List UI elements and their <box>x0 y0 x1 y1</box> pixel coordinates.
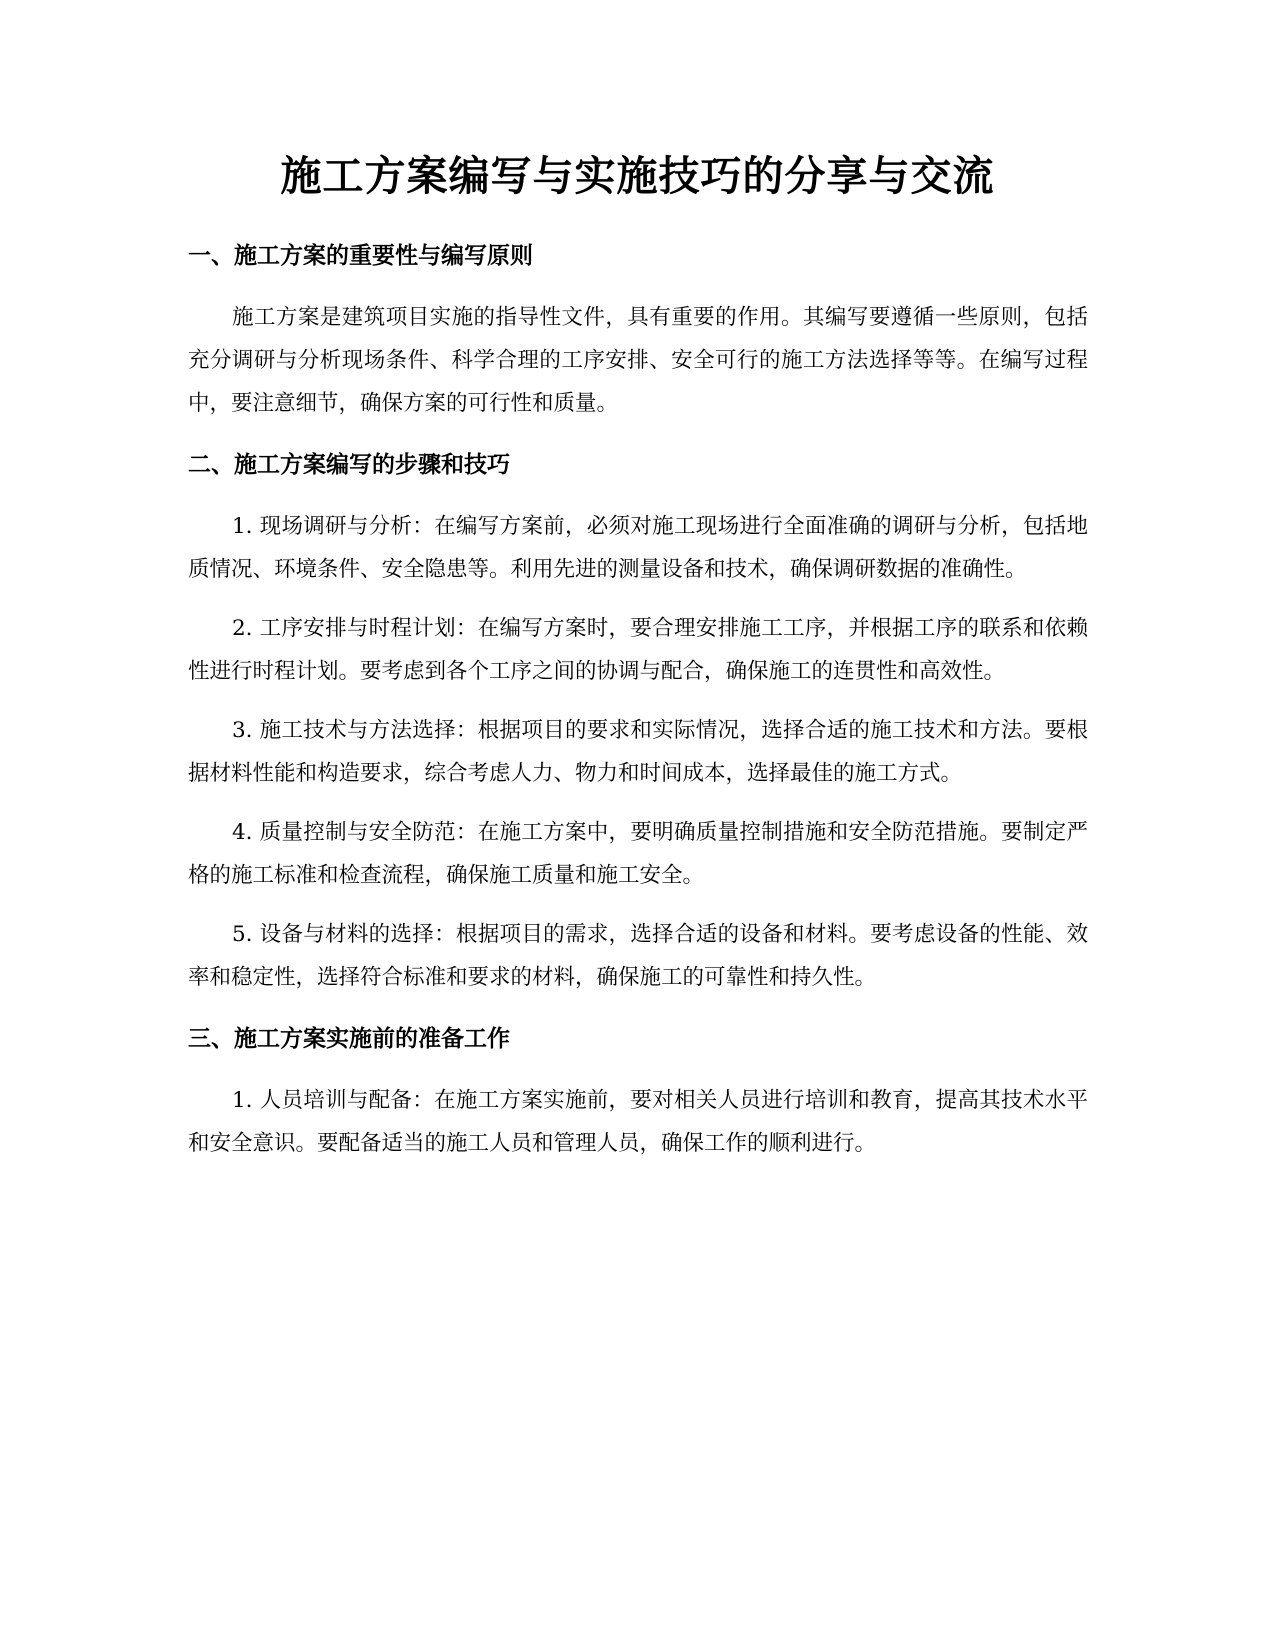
section-heading: 三、施工方案实施前的准备工作 <box>188 1026 510 1052</box>
paragraph: 4. 质量控制与安全防范：在施工方案中，要明确质量控制措施和安全防范措施。要制定严格的施工标准和检查流程，确保施工质量和施工安全。 <box>188 820 1088 888</box>
section-preparation <box>188 1021 1088 1165</box>
paragraph: 2. 工序安排与时程计划：在编写方案时，要合理安排施工工序，并根据工序的联系和依赖性进行时程计划。要考虑到各个工序之间的协调与配合，确保施工的连贯性和高效性。 <box>188 616 1088 684</box>
section-writing-steps <box>188 447 1088 999</box>
section-heading: 二、施工方案编写的步骤和技巧 <box>188 452 510 478</box>
document-title: 施工方案编写与实施技巧的分享与交流 <box>280 152 995 200</box>
paragraph: 1. 人员培训与配备：在施工方案实施前，要对相关人员进行培训和教育，提高其技术水平和安全意识。要配备适当的施工人员和管理人员，确保工作的顺利进行。 <box>188 1088 1088 1156</box>
paragraph: 5. 设备与材料的选择：根据项目的需求，选择合适的设备和材料。要考虑设备的性能、效率和稳定性，选择符合标准和要求的材料，确保施工的可靠性和持久性。 <box>188 922 1088 990</box>
paragraph: 施工方案是建筑项目实施的指导性文件，具有重要的作用。其编写要遵循一些原则，包括充分调研与分析现场条件、科学合理的工序安排、安全可行的施工方法选择等等。在编写过程中，要注意细节，确保方案的可行性和质量。 <box>188 305 1088 416</box>
document-body <box>188 238 1088 1187</box>
section-heading: 一、施工方案的重要性与编写原则 <box>188 243 533 269</box>
paragraph: 3. 施工技术与方法选择：根据项目的要求和实际情况，选择合适的施工技术和方法。要根据材料性能和构造要求，综合考虑人力、物力和时间成本，选择最佳的施工方式。 <box>188 718 1088 786</box>
paragraph: 1. 现场调研与分析：在编写方案前，必须对施工现场进行全面准确的调研与分析，包括地质情况、环境条件、安全隐患等。利用先进的测量设备和技术，确保调研数据的准确性。 <box>188 514 1088 582</box>
section-importance-principles <box>188 238 1088 425</box>
